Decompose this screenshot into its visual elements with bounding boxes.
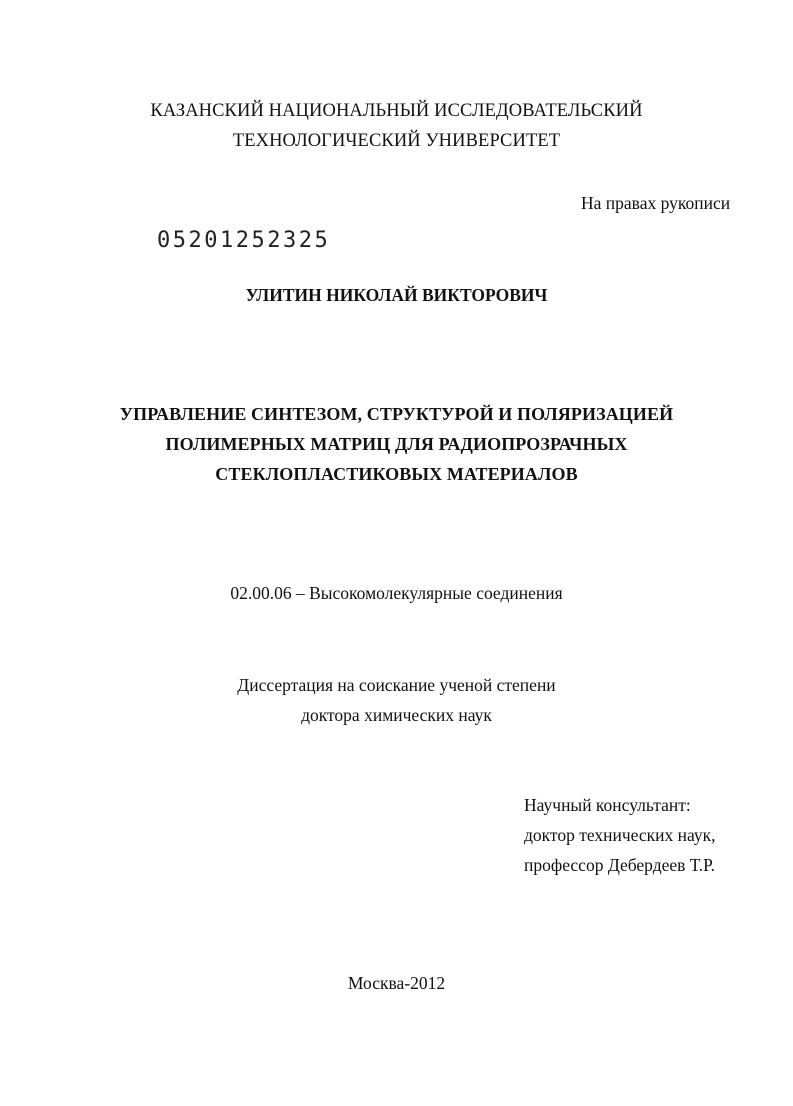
degree-line-2: доктора химических наук xyxy=(301,705,492,725)
consultant-label: Научный консультант: xyxy=(524,795,691,815)
consultant-name: профессор Дебердеев Т.Р. xyxy=(524,855,716,875)
dissertation-title-line-3: СТЕКЛОПЛАСТИКОВЫХ МАТЕРИАЛОВ xyxy=(215,464,578,484)
city-year: Москва-2012 xyxy=(347,973,446,993)
consultant-degree: доктор технических наук, xyxy=(524,825,716,845)
university-name-line-1: КАЗАНСКИЙ НАЦИОНАЛЬНЫЙ ИССЛЕДОВАТЕЛЬСКИЙ xyxy=(150,101,643,121)
dissertation-title-line-1: УПРАВЛЕНИЕ СИНТЕЗОМ, СТРУКТУРОЙ И ПОЛЯРИЗАЦИЕЙ xyxy=(119,404,674,424)
university-name-line-2: ТЕХНОЛОГИЧЕСКИЙ УНИВЕРСИТЕТ xyxy=(232,131,561,151)
specialty-code: 02.00.06 – Высокомолекулярные соединения xyxy=(230,583,563,603)
registration-number: 05201252325 xyxy=(157,228,331,253)
author-name: УЛИТИН НИКОЛАЙ ВИКТОРОВИЧ xyxy=(245,285,548,305)
dissertation-title-line-2: ПОЛИМЕРНЫХ МАТРИЦ ДЛЯ РАДИОПРОЗРАЧНЫХ xyxy=(165,434,628,454)
manuscript-note: На правах рукописи xyxy=(581,193,731,213)
degree-line-1: Диссертация на соискание ученой степени xyxy=(237,675,556,695)
